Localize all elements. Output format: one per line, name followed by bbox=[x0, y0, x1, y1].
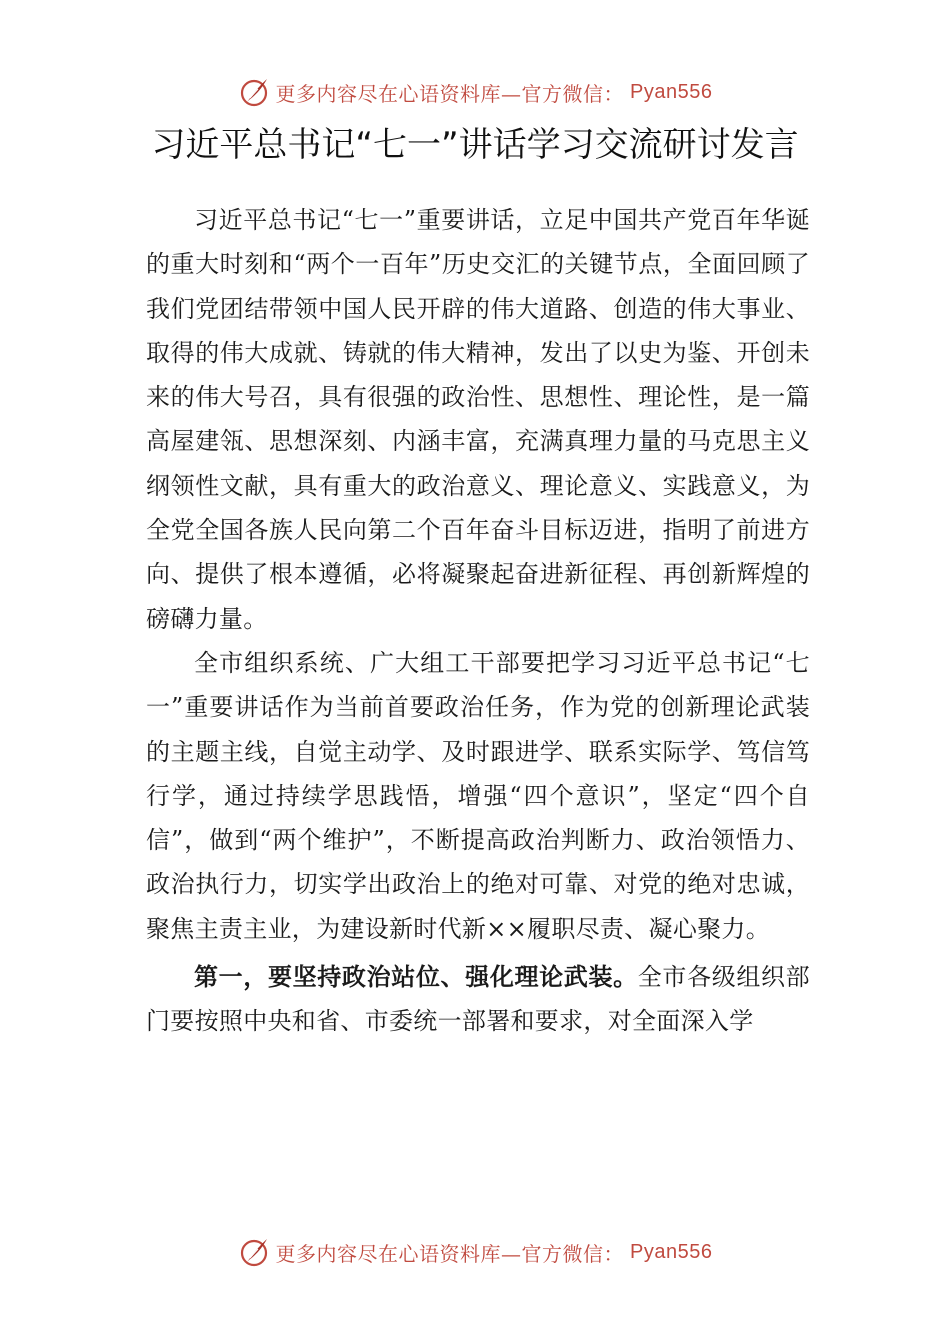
paragraph-3-text: 全市各级组织部门要按照中央和省、市委统一部署和要求，对全面深入学 bbox=[146, 963, 810, 1036]
document-title: 习近平总书记“七一”讲话学习交流研讨发言 bbox=[151, 125, 799, 165]
document-body bbox=[146, 198, 810, 1044]
watermark-wechat-id: Pyan556 bbox=[630, 80, 713, 103]
paragraph-3-lead: 第一，要坚持政治站位、强化理论武装。 bbox=[194, 963, 638, 992]
watermark-text: 更多内容尽在心语资料库—官方微信： bbox=[275, 81, 625, 106]
watermark-text: 更多内容尽在心语资料库—官方微信： bbox=[275, 1241, 625, 1266]
paragraph-2-text: 全市组织系统、广大组工干部要把学习习近平总书记“七一”重要讲话作为当前首要政治任务，作为党的创新理论武装的主题主线，自觉主动学、及时跟进学、联系实际学、笃信笃行学，通过持续学思践悟，增强“四个意识”，坚定“四个自信”，做到“两个维护”，不断提高政治判断力、政治领悟力、政治执行力，切实学出政治上的绝对可靠、对党的绝对忠诚，聚焦主责主业，为建设新时代新××履职尽责、凝心聚力。 bbox=[146, 648, 810, 943]
header-watermark bbox=[0, 72, 950, 112]
quill-logo-icon bbox=[238, 76, 270, 108]
quill-logo-icon bbox=[238, 1236, 270, 1268]
footer-watermark bbox=[0, 1232, 950, 1272]
paragraph-3 bbox=[146, 955, 810, 1044]
paragraph-1-text: 习近平总书记“七一”重要讲话，立足中国共产党百年华诞的重大时刻和“两个一百年”历史交汇的关键节点，全面回顾了我们党团结带领中国人民开辟的伟大道路、创造的伟大事业、取得的伟大成就、铸就的伟大精神，发出了以史为鉴、开创未来的伟大号召，具有很强的政治性、思想性、理论性，是一篇高屋建瓴、思想深刻、内涵丰富，充满真理力量的马克思主义纲领性文献，具有重大的政治意义、理论意义、实践意义，为全党全国各族人民向第二个百年奋斗目标迈进，指明了前进方向、提供了根本遵循，必将凝聚起奋进新征程、再创新辉煌的磅礴力量。 bbox=[146, 206, 810, 633]
paragraph-2 bbox=[146, 641, 810, 951]
watermark-wechat-id: Pyan556 bbox=[630, 1240, 713, 1263]
paragraph-1 bbox=[146, 198, 810, 641]
